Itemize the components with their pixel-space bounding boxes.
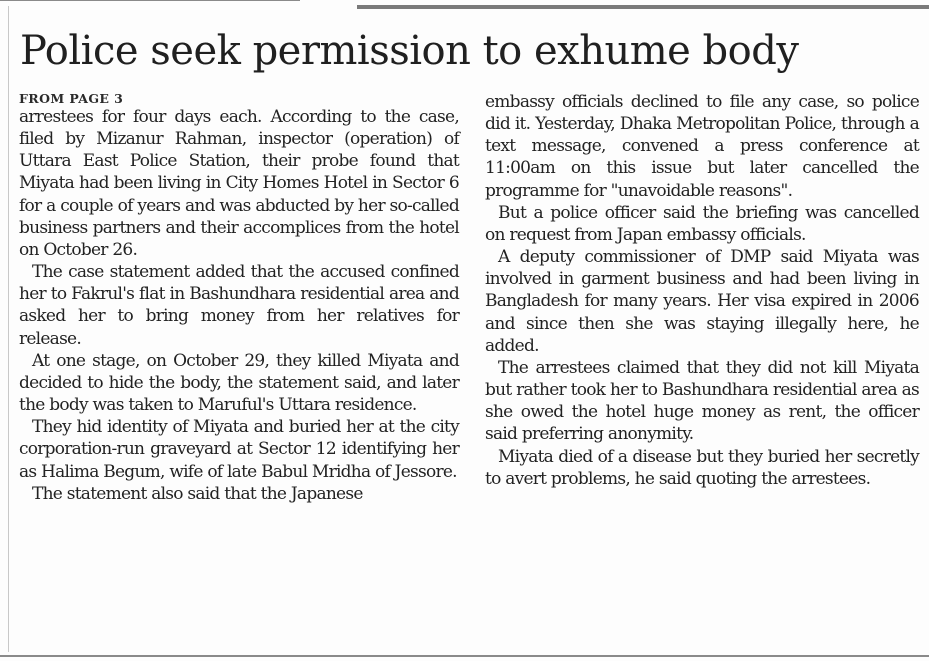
top-left-rule [0,0,300,1]
article-column-right [485,91,919,490]
paragraph-right-1: embassy officials declined to file any case, so police did it. Yesterday, Dhaka Metropolitan Police, through a text message, convened a press conference at 11:00am on this issue but later cancelled the programme for "unavoidable reasons". [485,92,919,201]
paragraph-left-2: The case statement added that the accused confined her to Fakrul's flat in Bashundhara residential area and asked her to bring money from her relatives for release. [19,262,459,349]
bottom-rule [0,655,929,657]
paragraph-left-5: The statement also said that the Japanese [32,483,363,504]
paragraph-right-5: Miyata died of a disease but they buried her secretly to avert problems, he said quoting the arrestees. [485,446,919,489]
left-border-line [8,6,9,652]
paragraph-left-1: arrestees for four days each. According to the case, filed by Mizanur Rahman, inspector (operation) of Uttara East Police Station, their probe found that Miyata had been living in City Homes Hotel in Sector 6 for a couple of years and was abducted by her so-called business partners and their accomplices from the hotel on October 26. [19,107,459,260]
paragraph-left-3: At one stage, on October 29, they killed Miyata and decided to hide the body, the statement said, and later the body was taken to Maruful's Uttara residence. [19,350,459,416]
paragraph-left-4: They hid identity of Miyata and buried her at the city corporation-run graveyard at Sector 12 identifying her as Halima Begum, wife of late Babul Mridha of Jessore. [19,417,459,482]
top-right-rule [357,5,929,9]
article-headline: Police seek permission to exhume body [20,28,799,74]
paragraph-right-2: But a police officer said the briefing was cancelled on request from Japan embassy officials. [485,202,919,245]
article-column-left [19,91,459,505]
continuation-kicker: FROM PAGE 3 [19,91,124,106]
paragraph-right-3: A deputy commissioner of DMP said Miyata was involved in garment business and had been living in Bangladesh for many years. Her visa expired in 2006 and since then she was staying illegally here, he added. [485,247,919,356]
paragraph-right-4: The arrestees claimed that they did not kill Miyata but rather took her to Bashundhara residential area as she owed the hotel huge money as rent, the officer said preferring anonymity. [485,357,919,445]
